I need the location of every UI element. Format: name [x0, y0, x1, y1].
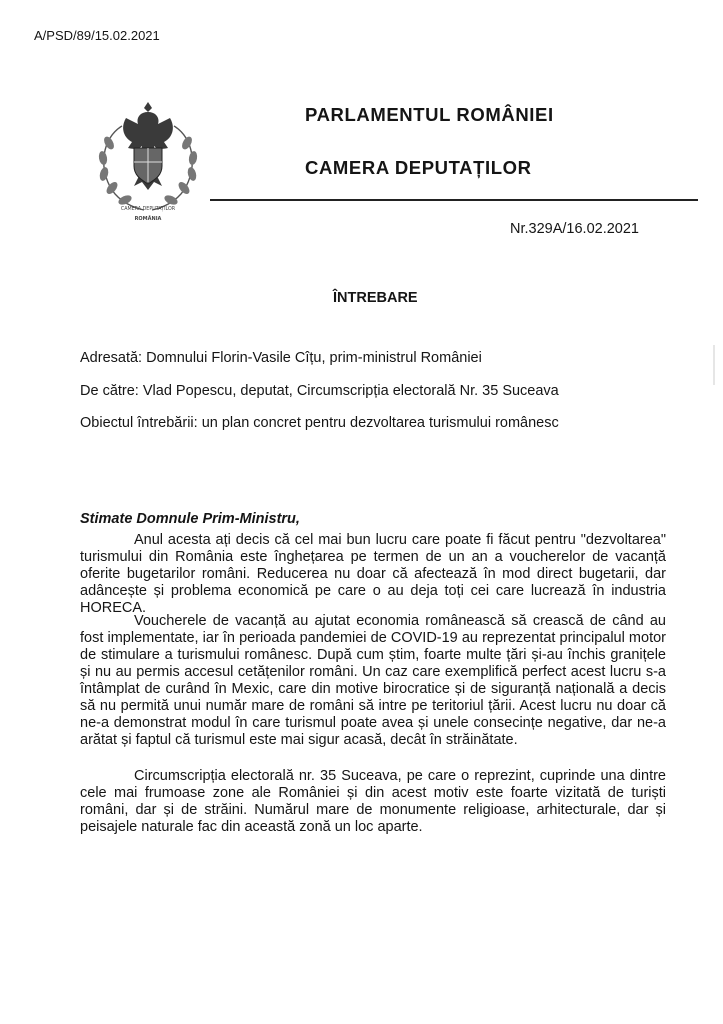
- registration-number: Nr.329A/16.02.2021: [510, 221, 639, 237]
- subject-line: Obiectul întrebării: un plan concret pentru dezvoltarea turismului românesc: [80, 415, 559, 431]
- salutation: Stimate Domnule Prim-Ministru,: [80, 511, 300, 527]
- body-paragraph-3: Circumscripția electorală nr. 35 Suceava, pe care o reprezint, cuprinde una dintre cele mai frumoase zone ale României și din acest motiv este foarte vizitată de turiști români, dar și de străini. Numărul mare de monumente religioase, arhitecturale, dar și peisajele naturale fac din această zonă un loc aparte.: [80, 768, 666, 835]
- emblem-text-top: CAMERA DEPUTAȚILOR: [120, 207, 176, 212]
- body-paragraph-2: Voucherele de vacanță au ajutat economia românească să crească de când au fost implementate, iar în perioada pandemiei de COVID-19 au reprezentat principalul motor de stimulare a turismului românesc. După cum știm, foarte multe țări și-au închis granițele și nu au permis accesul cetățenilor români. Un caz care exemplifică perfect acest lucru s-a întâmplat de curând în Mexic, care din motive birocratice și de siguranță națională a decis să nu permită unui număr mare de români să intre pe teritoriul țării. Acest lucru nu doar că ne-a demonstrat modul în care turismul poate avea și unele consecințe negative, dar ne-a arătat și faptul că turismul este mai sigur acasă, decât în străinătate.: [80, 613, 666, 748]
- institution-name-chamber: CAMERA DEPUTAȚILOR: [305, 157, 532, 178]
- body-paragraph-1: Anul acesta ați decis că cel mai bun lucru care poate fi făcut pentru "dezvoltarea" turismului din România este înghețarea pe termen de un an a voucherelor de vacanță oferite bugetarilor români. Reducerea nu doar că afectează în mod direct bugetarii, dar adâncește și problema economică pe care o au deja toți cei care lucrează în industria HORECA.: [80, 532, 666, 616]
- document-reference: A/PSD/89/15.02.2021: [34, 28, 160, 43]
- addressee-line: Adresată: Domnului Florin-Vasile Cîțu, prim-ministrul României: [80, 350, 482, 366]
- document-title: ÎNTREBARE: [333, 290, 418, 306]
- sender-line: De către: Vlad Popescu, deputat, Circumscripția electorală Nr. 35 Suceava: [80, 383, 559, 399]
- emblem-text-bottom: ROMÂNIA: [134, 216, 162, 222]
- institution-name-parliament: PARLAMENTUL ROMÂNIEI: [305, 104, 554, 125]
- scan-margin-mark: [713, 345, 715, 385]
- header-divider: [210, 199, 698, 201]
- coat-of-arms-emblem: [92, 98, 204, 224]
